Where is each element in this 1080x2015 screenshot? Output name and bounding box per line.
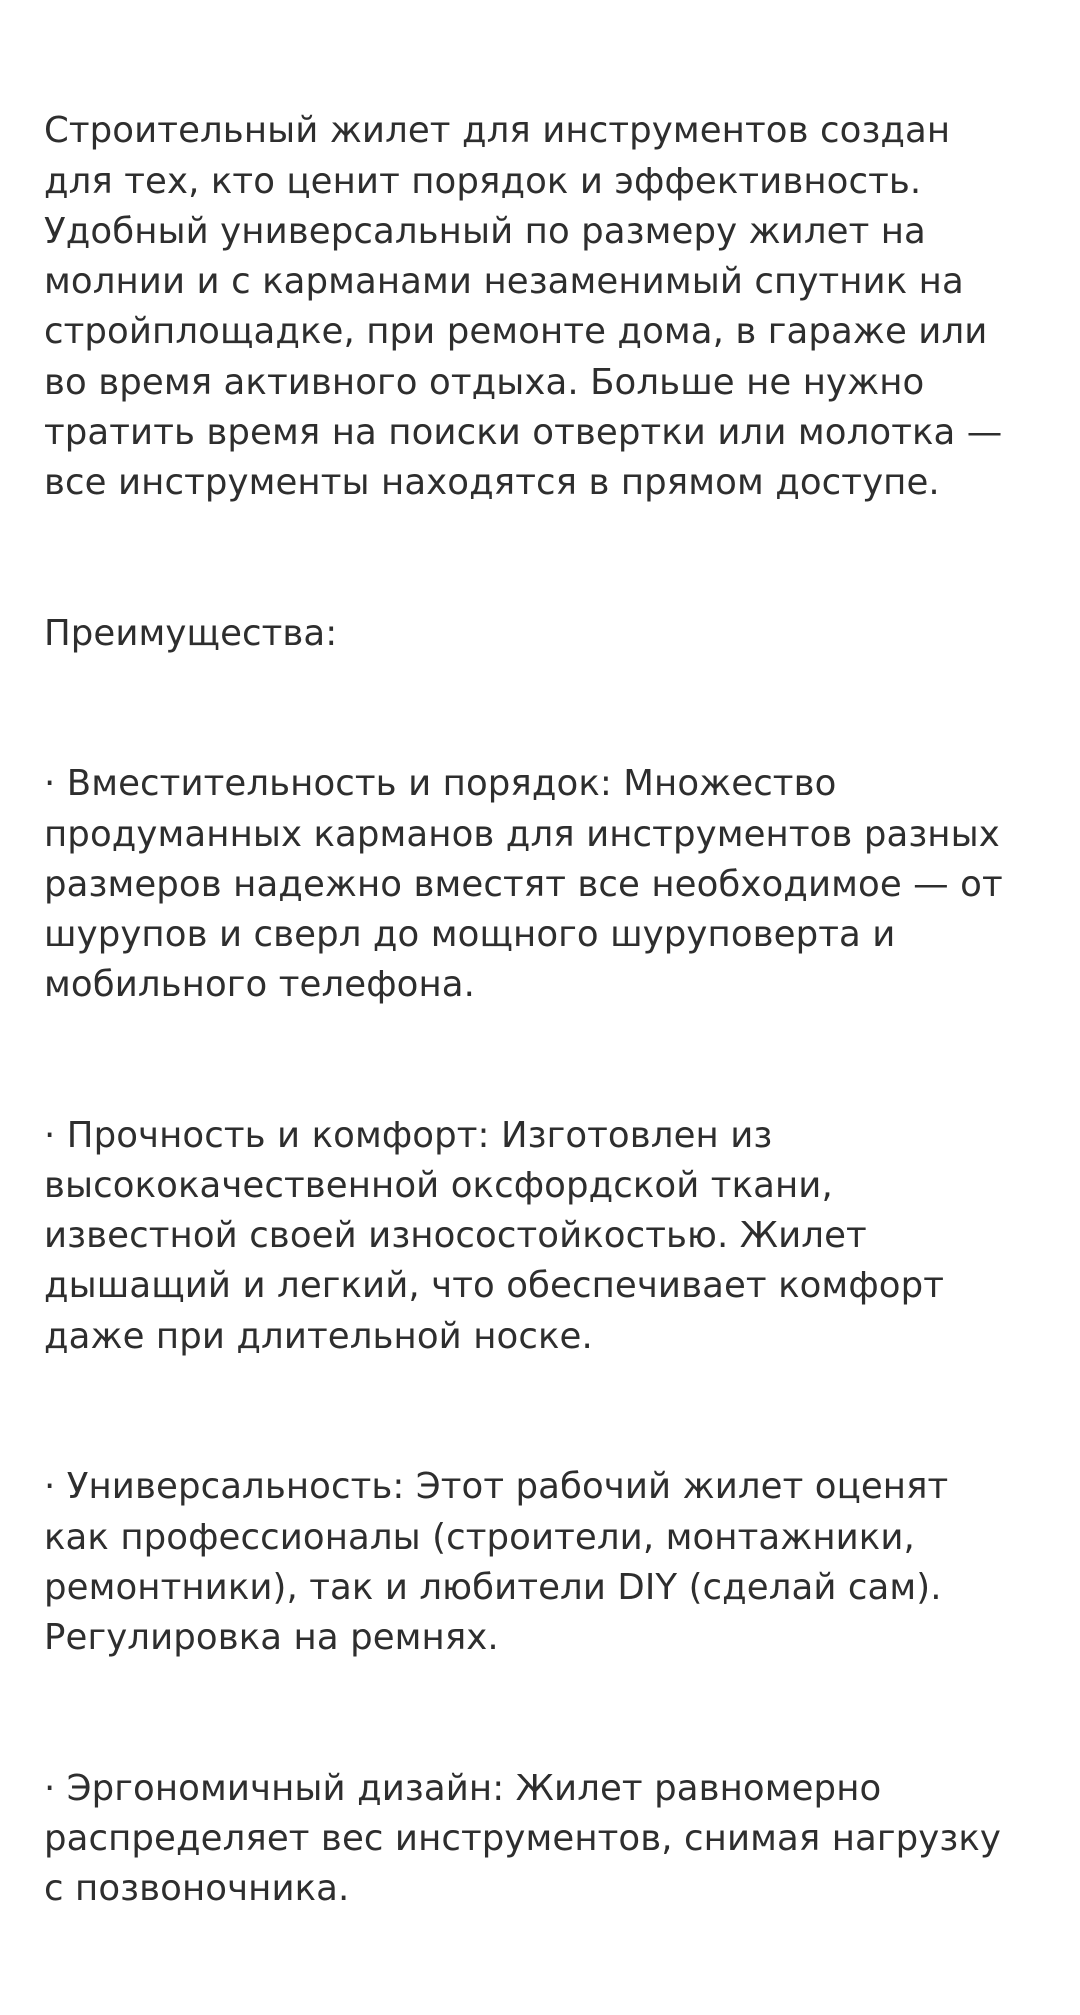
description-bullet-capacity: · Вместительность и порядок: Множество продуманных карманов для инструментов разных размеров надежно вместят все необходимое — от шурупов и сверл до мощного шуруповерта и мобильного телефона. [44, 763, 1015, 1006]
product-description-text [44, 6, 1024, 2015]
description-paragraph-intro: Строительный жилет для инструментов создан для тех, кто ценит порядок и эффективность. Удобный универсальный по размеру жилет на молнии и с карманами незаменимый спутник на стройплощадке, при ремонте дома, в гараже или во время активного отдыха. Больше не нужно тратить время на поиски отвертки или молотка — все инструменты находятся в прямом доступе. [44, 110, 1014, 503]
description-bullet-durability: · Прочность и комфорт: Изготовлен из высококачественной оксфордской ткани, известной своей износостойкостью. Жилет дышащий и легкий, что обеспечивает комфорт даже при длительной носке. [44, 1114, 956, 1357]
description-bullet-versatility: · Универсальность: Этот рабочий жилет оценят как профессионалы (строители, монтажники, ремонтники), так и любители DIY (сделай сам). Регулировка на ремнях. [44, 1466, 960, 1658]
description-bullet-ergonomics: · Эргономичный дизайн: Жилет равномерно распределяет вес инструментов, снимая нагрузку с позвоночника. [44, 1767, 1013, 1910]
description-heading-advantages: Преимущества: [44, 612, 338, 654]
